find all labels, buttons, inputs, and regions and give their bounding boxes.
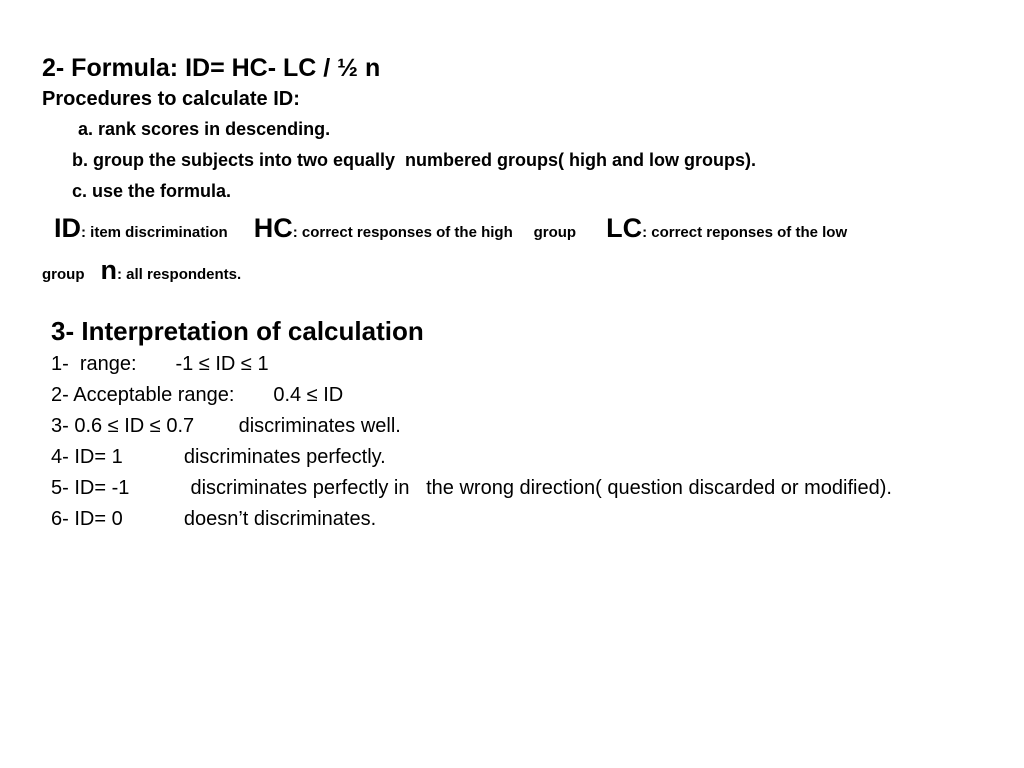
formula-heading: 2- Formula: ID= HC- LC / ½ n [42,54,381,82]
interpretation-item-1: 1- range: -1 ≤ ID ≤ 1 [51,353,269,375]
interpretation-item-4: 4- ID= 1 discriminates perfectly. [51,446,386,468]
legend-def-hc: : correct responses of the high group [292,224,577,241]
procedure-step-b: b. group the subjects into two equally numbered groups( high and low groups). [72,150,756,170]
interpretation-item-6: 6- ID= 0 doesn’t discriminates. [51,508,377,530]
interpretation-heading: 3- Interpretation of calculation [51,316,424,346]
legend-term-n: n [100,255,117,285]
procedure-step-a: a. rank scores in descending. [78,119,331,139]
legend-def-lc: : correct reponses of the low [642,224,848,241]
procedures-heading: Procedures to calculate ID: [42,88,300,110]
interpretation-section [51,313,981,535]
legend-term-lc: LC [606,213,643,243]
formula-legend [42,209,1002,293]
legend-term-id: ID [54,213,81,243]
legend-def-lc-continued: group [42,266,85,283]
interpretation-item-5: 5- ID= -1 discriminates perfectly in the wrong direction( question discarded or modified). [51,477,892,499]
formula-section [42,52,1002,293]
legend-line-1 [42,209,1002,252]
legend-line-2 [42,252,1002,293]
legend-term-hc: HC [253,213,293,243]
legend-def-n: : all respondents. [117,266,242,283]
interpretation-item-2: 2- Acceptable range: 0.4 ≤ ID [51,384,344,406]
interpretation-item-3: 3- 0.6 ≤ ID ≤ 0.7 discriminates well. [51,415,401,437]
procedure-step-c: c. use the formula. [72,181,232,201]
legend-def-id: : item discrimination [81,224,228,241]
